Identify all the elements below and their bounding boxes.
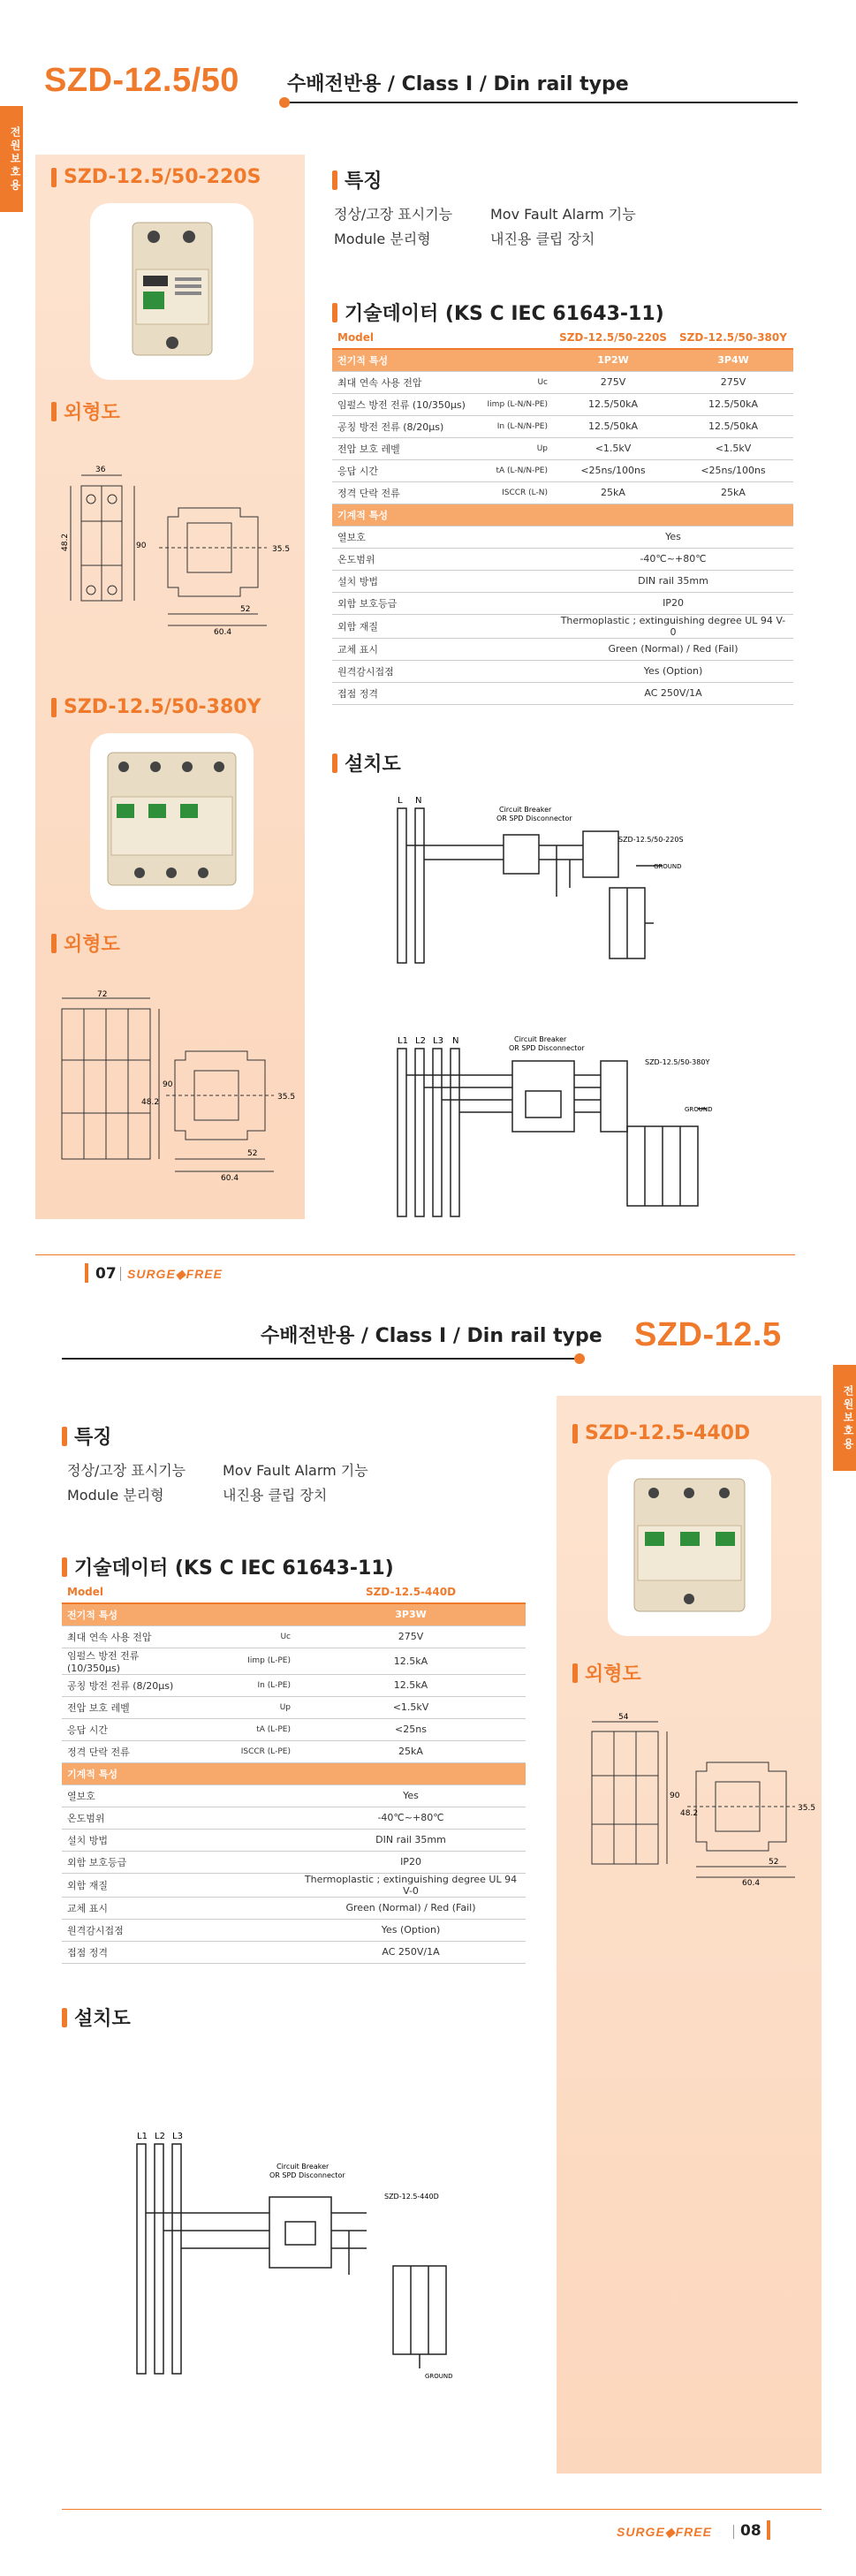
outline-b-heading [51,929,120,957]
row-label: 열보호 [62,1784,296,1807]
row-value: Thermoplastic ; extinguishing degree UL 94 V-0 [296,1873,526,1897]
device-label: SZD-12.5-440D [384,2193,439,2201]
dim-height-2-b: 48.2 [141,1098,160,1107]
spec-table [332,327,793,705]
row-value: -40℃~+80℃ [553,548,793,570]
row-value: -40℃~+80℃ [296,1807,526,1829]
row-value: Yes (Option) [296,1919,526,1941]
category-electric: 전기적 특성 [62,1603,296,1625]
product-photo [608,1459,771,1636]
side-tab: 전원보호용 [833,1365,856,1471]
row-value: Green (Normal) / Red (Fail) [553,638,793,660]
row-label: 공칭 방전 전류 (8/20μs) [62,1674,199,1696]
title-dot [279,97,290,108]
footer-line [62,2509,822,2510]
ground-label: GROUND [425,2373,453,2380]
breaker-label-2: OR SPD Disconnector [496,814,572,822]
row-symbol: In (L-PE) [199,1674,296,1696]
outline-drawing-b [53,989,300,1187]
feature-item: 내진용 클립 장치 [223,1487,328,1504]
line-l1: L1 [137,2132,148,2141]
row-value: 12.5/50kA [673,393,793,415]
row-label: 열보호 [332,526,553,548]
install-heading [332,749,401,777]
table-row [62,1718,526,1740]
dim-height-1-b: 90 [163,1080,173,1089]
device-label: SZD-12.5/50-220S [618,836,684,844]
row-label: 임펄스 방전 전류 (10/350μs) [332,393,478,415]
table-row [332,459,793,481]
breaker-label: Circuit Breaker [514,1035,567,1043]
row-value: Green (Normal) / Red (Fail) [296,1897,526,1919]
outline-drawing [583,1709,822,1890]
row-symbol: tA (L-N/N-PE) [478,459,553,481]
row-symbol: ISCCR (L-PE) [199,1740,296,1762]
row-label: 외함 재질 [62,1873,296,1897]
row-label: 접점 정격 [62,1941,296,1963]
model-col-1: SZD-12.5/50-220S [553,327,673,349]
model-sub-1: 3P3W [296,1603,526,1625]
features-heading [62,1422,112,1450]
line-n: N [452,1036,459,1046]
feature-item: Mov Fault Alarm 기능 [490,206,636,223]
dim-height-2: 48.2 [61,533,70,551]
row-symbol: tA (L-PE) [199,1718,296,1740]
row-symbol: Iimp (L-N/N-PE) [478,393,553,415]
brand-logo [127,1267,223,1282]
feature-item: Module 분리형 [67,1487,164,1504]
row-value: DIN rail 35mm [296,1829,526,1851]
table-row [332,415,793,437]
title-underline [287,102,798,103]
row-value: IP20 [296,1851,526,1873]
table-row [62,1941,526,1963]
dim-depth-1-b: 52 [247,1149,258,1158]
model-col-1: SZD-12.5-440D [296,1581,526,1603]
row-symbol: ISCCR (L-N) [478,481,553,504]
device-label: SZD-12.5/50-380Y [645,1058,710,1066]
tech-heading [332,299,664,326]
table-row [62,1603,526,1625]
dim-width-b: 72 [97,990,108,999]
spd-single-module-image [90,203,254,380]
table-row [62,1873,526,1897]
table-row [332,548,793,570]
dim-side-b: 35.5 [277,1093,296,1102]
row-value: <25ns/100ns [553,459,673,481]
brand-logo [617,2525,712,2540]
spec-table [62,1581,526,1964]
install-diagram-1 [389,791,707,971]
dim-height-1: 90 [136,542,147,550]
row-value: 12.5/50kA [553,393,673,415]
table-row [332,660,793,682]
model-label: Model [332,327,553,349]
feature-item: Module 분리형 [334,231,431,247]
row-value: 25kA [553,481,673,504]
row-symbol: Uc [478,371,553,393]
tech-label: 기술데이터 (KS C IEC 61643-11) [74,1557,394,1580]
row-value: 12.5/50kA [553,415,673,437]
dim-height-2: 48.2 [680,1809,699,1818]
category-mech: 기계적 특성 [62,1762,296,1784]
row-label: 온도범위 [332,548,553,570]
row-label: 공칭 방전 전류 (8/20μs) [332,415,478,437]
row-value: Thermoplastic ; extinguishing degree UL 94 V-0 [553,614,793,638]
footer-marker [767,2520,770,2540]
row-label: 교체 표시 [62,1897,296,1919]
row-value: <25ns [296,1718,526,1740]
row-value: 275V [673,371,793,393]
row-symbol: In (L-N/N-PE) [478,415,553,437]
line-l2: L2 [155,2132,165,2141]
table-row [62,1829,526,1851]
row-label: 임펄스 방전 전류 (10/350μs) [62,1648,199,1674]
product-a-photo [90,203,254,380]
model-sub-2: 3P4W [673,349,793,371]
feature-item: 내진용 클립 장치 [490,231,595,247]
line-l2: L2 [415,1036,426,1046]
table-row [332,327,793,349]
row-label: 설치 방법 [62,1829,296,1851]
row-value: 25kA [296,1740,526,1762]
row-label: 정격 단락 전류 [332,481,478,504]
install-diagram [128,2125,481,2384]
outline-b-label: 외형도 [64,934,120,956]
row-value: <25ns/100ns [673,459,793,481]
row-label: 원격감시접점 [62,1919,296,1941]
outline-a-label: 외형도 [64,402,120,424]
table-row [62,1648,526,1674]
brand-right: FREE [675,2525,712,2539]
row-label: 외함 보호등급 [62,1851,296,1873]
model-sub-1: 1P2W [553,349,673,371]
features-heading [332,166,383,193]
row-label: 원격감시접점 [332,660,553,682]
dim-side: 35.5 [272,545,291,554]
dim-depth-1: 52 [769,1858,779,1867]
product-b-heading [51,696,261,718]
table-row [332,437,793,459]
row-value: <1.5kV [553,437,673,459]
product-name: SZD-12.5-440D [585,1422,751,1444]
row-value: 275V [296,1625,526,1648]
table-row [62,1919,526,1941]
product-b-photo [90,733,254,910]
table-row [332,393,793,415]
table-row [62,1807,526,1829]
table-row [62,1762,526,1784]
row-label: 설치 방법 [332,570,553,592]
line-l: L [398,796,403,806]
row-value: <1.5kV [296,1696,526,1718]
product-b-name: SZD-12.5/50-380Y [64,696,261,718]
row-symbol: Up [199,1696,296,1718]
dim-depth-2: 60.4 [214,628,232,637]
table-row [62,1740,526,1762]
dim-height-1: 90 [670,1792,680,1800]
row-value: Yes [296,1784,526,1807]
product-a-heading [51,166,261,188]
outline-drawing-a [61,459,293,640]
line-l3: L3 [172,2132,183,2141]
row-value: AC 250V/1A [553,682,793,704]
table-row [62,1581,526,1603]
title-underline [62,1358,574,1360]
table-row [332,570,793,592]
row-value: <1.5kV [673,437,793,459]
category-mech: 기계적 특성 [332,504,553,526]
row-value: 275V [553,371,673,393]
outline-heading [572,1659,641,1686]
outline-a-heading [51,398,120,425]
ground-label: GROUND [685,1106,713,1113]
row-label: 응답 시간 [332,459,478,481]
row-symbol: Up [478,437,553,459]
page-number: 08 [740,2522,761,2540]
features-label: 특징 [345,170,383,193]
breaker-label-2: OR SPD Disconnector [269,2171,345,2179]
row-value: 12.5kA [296,1648,526,1674]
breaker-label: Circuit Breaker [499,806,552,814]
row-value: 12.5kA [296,1674,526,1696]
line-l3: L3 [433,1036,443,1046]
row-label: 전압 보호 레벨 [332,437,478,459]
row-label: 정격 단락 전류 [62,1740,199,1762]
tech-heading [62,1553,394,1580]
row-symbol: Uc [199,1625,296,1648]
row-label: 접점 정격 [332,682,553,704]
line-n: N [415,796,422,806]
row-label: 전압 보호 레벨 [62,1696,199,1718]
page-subtitle: 수배전반용 / Class I / Din rail type [261,1325,602,1347]
dim-depth-1: 52 [240,605,251,614]
feature-item: 정상/고장 표시기능 [67,1462,186,1479]
row-label: 최대 연속 사용 전압 [332,371,478,393]
feature-item: 정상/고장 표시기능 [334,206,453,223]
feature-item: Mov Fault Alarm 기능 [223,1462,368,1479]
install-label: 설치도 [345,754,401,776]
dim-width: 36 [95,466,106,474]
row-value: AC 250V/1A [296,1941,526,1963]
page-title: SZD-12.5 [634,1316,782,1353]
brand-right: FREE [186,1267,223,1281]
features-label: 특징 [74,1427,112,1449]
brand-icon: ◆ [664,2525,676,2539]
category-electric: 전기적 특성 [332,349,553,371]
table-row [332,371,793,393]
row-value: Yes (Option) [553,660,793,682]
ground-label: GROUND [654,863,682,870]
row-symbol: Iimp (L-PE) [199,1648,296,1674]
table-row [332,526,793,548]
model-label: Model [62,1581,296,1603]
row-value: 25kA [673,481,793,504]
dim-side: 35.5 [798,1804,816,1813]
footer-marker [85,1263,88,1283]
side-tab: 전원보호용 [0,106,23,212]
product-heading [572,1422,750,1444]
row-value: DIN rail 35mm [553,570,793,592]
row-label: 응답 시간 [62,1718,199,1740]
row-label: 외함 보호등급 [332,592,553,614]
model-col-2: SZD-12.5/50-380Y [673,327,793,349]
row-value: 12.5/50kA [673,415,793,437]
outline-label: 외형도 [585,1663,641,1686]
brand-icon: ◆ [175,1267,186,1281]
spd-four-module-image [90,733,254,910]
line-l1: L1 [398,1036,408,1046]
table-row [62,1784,526,1807]
breaker-label-2: OR SPD Disconnector [509,1044,585,1052]
table-row [332,349,793,371]
product-a-name: SZD-12.5/50-220S [64,166,261,188]
dim-depth-2: 60.4 [742,1879,761,1888]
spd-three-module-image [608,1459,771,1636]
table-row [62,1625,526,1648]
row-value: IP20 [553,592,793,614]
footer-line [35,1254,795,1255]
footer-divider [733,2525,734,2539]
dim-depth-2-b: 60.4 [221,1174,239,1183]
row-label: 최대 연속 사용 전압 [62,1625,199,1648]
table-row [332,592,793,614]
page-title: SZD-12.5/50 [44,62,239,99]
breaker-label: Circuit Breaker [276,2163,330,2171]
table-row [62,1696,526,1718]
page-subtitle: 수배전반용 / Class I / Din rail type [287,73,629,95]
install-diagram-2 [389,1029,724,1227]
tech-label: 기술데이터 (KS C IEC 61643-11) [345,303,664,325]
table-row [332,638,793,660]
brand-left: SURGE [617,2525,665,2539]
table-row [332,682,793,704]
page-number: 07 [95,1265,117,1283]
table-row [332,481,793,504]
table-row [332,614,793,638]
row-value: Yes [553,526,793,548]
footer-divider [120,1267,121,1281]
install-label: 설치도 [74,2008,131,2030]
row-label: 온도범위 [62,1807,296,1829]
row-label: 외함 재질 [332,614,553,638]
table-row [62,1897,526,1919]
table-row [332,504,793,526]
title-dot [574,1353,585,1364]
table-row [62,1674,526,1696]
brand-left: SURGE [127,1267,176,1281]
install-heading [62,2004,131,2031]
row-label: 교체 표시 [332,638,553,660]
table-row [62,1851,526,1873]
dim-width: 54 [618,1713,629,1722]
